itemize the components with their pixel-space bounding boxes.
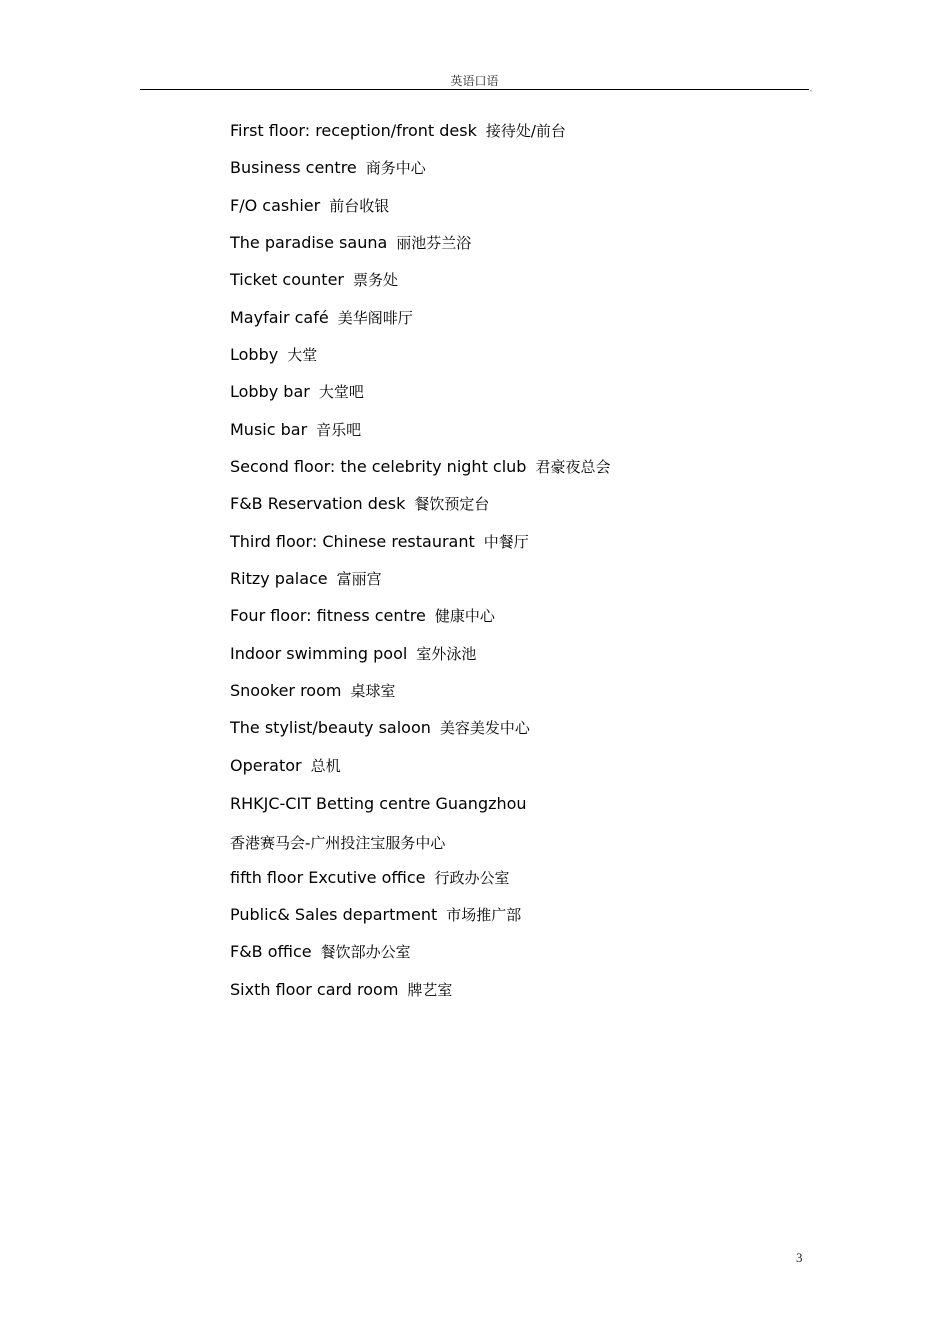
vocabulary-entry — [230, 605, 495, 627]
vocabulary-entry — [230, 456, 610, 478]
entry-english: Business centre — [230, 158, 357, 177]
entry-english: Public& Sales department — [230, 905, 438, 924]
vocabulary-entry — [230, 344, 317, 366]
vocabulary-entry — [230, 680, 395, 702]
entry-chinese: 大堂吧 — [318, 383, 364, 401]
entry-chinese: 前台收银 — [329, 197, 390, 215]
entry-chinese: 君豪夜总会 — [535, 458, 611, 476]
entry-chinese: 美华阁啡厅 — [337, 309, 413, 327]
vocabulary-entry — [230, 195, 389, 217]
vocabulary-entry — [230, 120, 566, 142]
entry-english: The stylist/beauty saloon — [230, 718, 431, 737]
entry-english: Ritzy palace — [230, 569, 328, 588]
vocabulary-entry — [230, 979, 452, 1001]
entry-chinese: 富丽宫 — [336, 570, 382, 588]
vocabulary-entry — [230, 269, 398, 291]
entry-chinese: 行政办公室 — [434, 869, 510, 887]
entry-chinese: 香港赛马会-广州投注宝服务中心 — [230, 834, 446, 852]
entry-english: Ticket counter — [230, 270, 344, 289]
entry-chinese: 大堂 — [287, 346, 318, 364]
entry-english: Third floor: Chinese restaurant — [230, 532, 475, 551]
entry-english: Snooker room — [230, 681, 342, 700]
entry-chinese: 音乐吧 — [316, 421, 362, 439]
entry-english: RHKJC-CIT Betting centre Guangzhou — [230, 794, 527, 813]
entry-english: F&B Reservation desk — [230, 494, 406, 513]
entry-chinese: 接待处/前台 — [485, 122, 566, 140]
vocabulary-entry — [230, 867, 510, 889]
entry-chinese: 中餐厅 — [483, 533, 529, 551]
entry-english: Sixth floor card room — [230, 980, 399, 999]
vocabulary-entry — [230, 381, 364, 403]
entry-chinese: 票务处 — [352, 271, 398, 289]
vocabulary-entry — [230, 643, 476, 665]
entry-english: Mayfair café — [230, 308, 329, 327]
vocabulary-entry — [230, 568, 382, 590]
vocabulary-entry — [230, 755, 341, 777]
header-mark: , — [810, 84, 812, 93]
entry-chinese: 丽池芬兰浴 — [396, 234, 472, 252]
vocabulary-entry — [230, 717, 530, 739]
entry-chinese: 桌球室 — [350, 682, 396, 700]
entry-english: fifth floor Excutive office — [230, 868, 426, 887]
entry-english: Operator — [230, 756, 302, 775]
header-title: 英语口语 — [450, 74, 499, 88]
entry-chinese: 市场推广部 — [446, 906, 522, 924]
entry-chinese: 美容美发中心 — [439, 719, 530, 737]
vocabulary-entry — [230, 232, 471, 254]
vocabulary-entry — [230, 941, 411, 963]
entry-english: Music bar — [230, 420, 308, 439]
entry-english: Indoor swimming pool — [230, 644, 408, 663]
page-number: 3 — [796, 1250, 803, 1265]
entry-chinese: 商务中心 — [365, 159, 426, 177]
entry-english: F&B office — [230, 942, 312, 961]
entry-english: The paradise sauna — [230, 233, 388, 252]
entry-english: Lobby — [230, 345, 279, 364]
vocabulary-entry — [230, 307, 413, 329]
page-header — [140, 72, 812, 93]
entry-english: Second floor: the celebrity night club — [230, 457, 527, 476]
entry-chinese: 健康中心 — [434, 607, 495, 625]
vocabulary-entry — [230, 832, 445, 854]
entry-chinese: 牌艺室 — [407, 981, 453, 999]
vocabulary-entry — [230, 493, 489, 515]
entry-english: Four floor: fitness centre — [230, 606, 426, 625]
vocabulary-entry — [230, 904, 521, 926]
vocabulary-entry — [230, 793, 527, 815]
entry-chinese: 餐饮预定台 — [414, 495, 490, 513]
entry-english: F/O cashier — [230, 196, 321, 215]
vocabulary-entry — [230, 157, 426, 179]
entry-chinese: 室外泳池 — [416, 645, 477, 663]
vocabulary-entry — [230, 531, 529, 553]
entry-english: First floor: reception/front desk — [230, 121, 477, 140]
entry-chinese: 总机 — [310, 757, 341, 775]
vocabulary-entry — [230, 419, 361, 441]
entry-english: Lobby bar — [230, 382, 310, 401]
entry-chinese: 餐饮部办公室 — [320, 943, 411, 961]
